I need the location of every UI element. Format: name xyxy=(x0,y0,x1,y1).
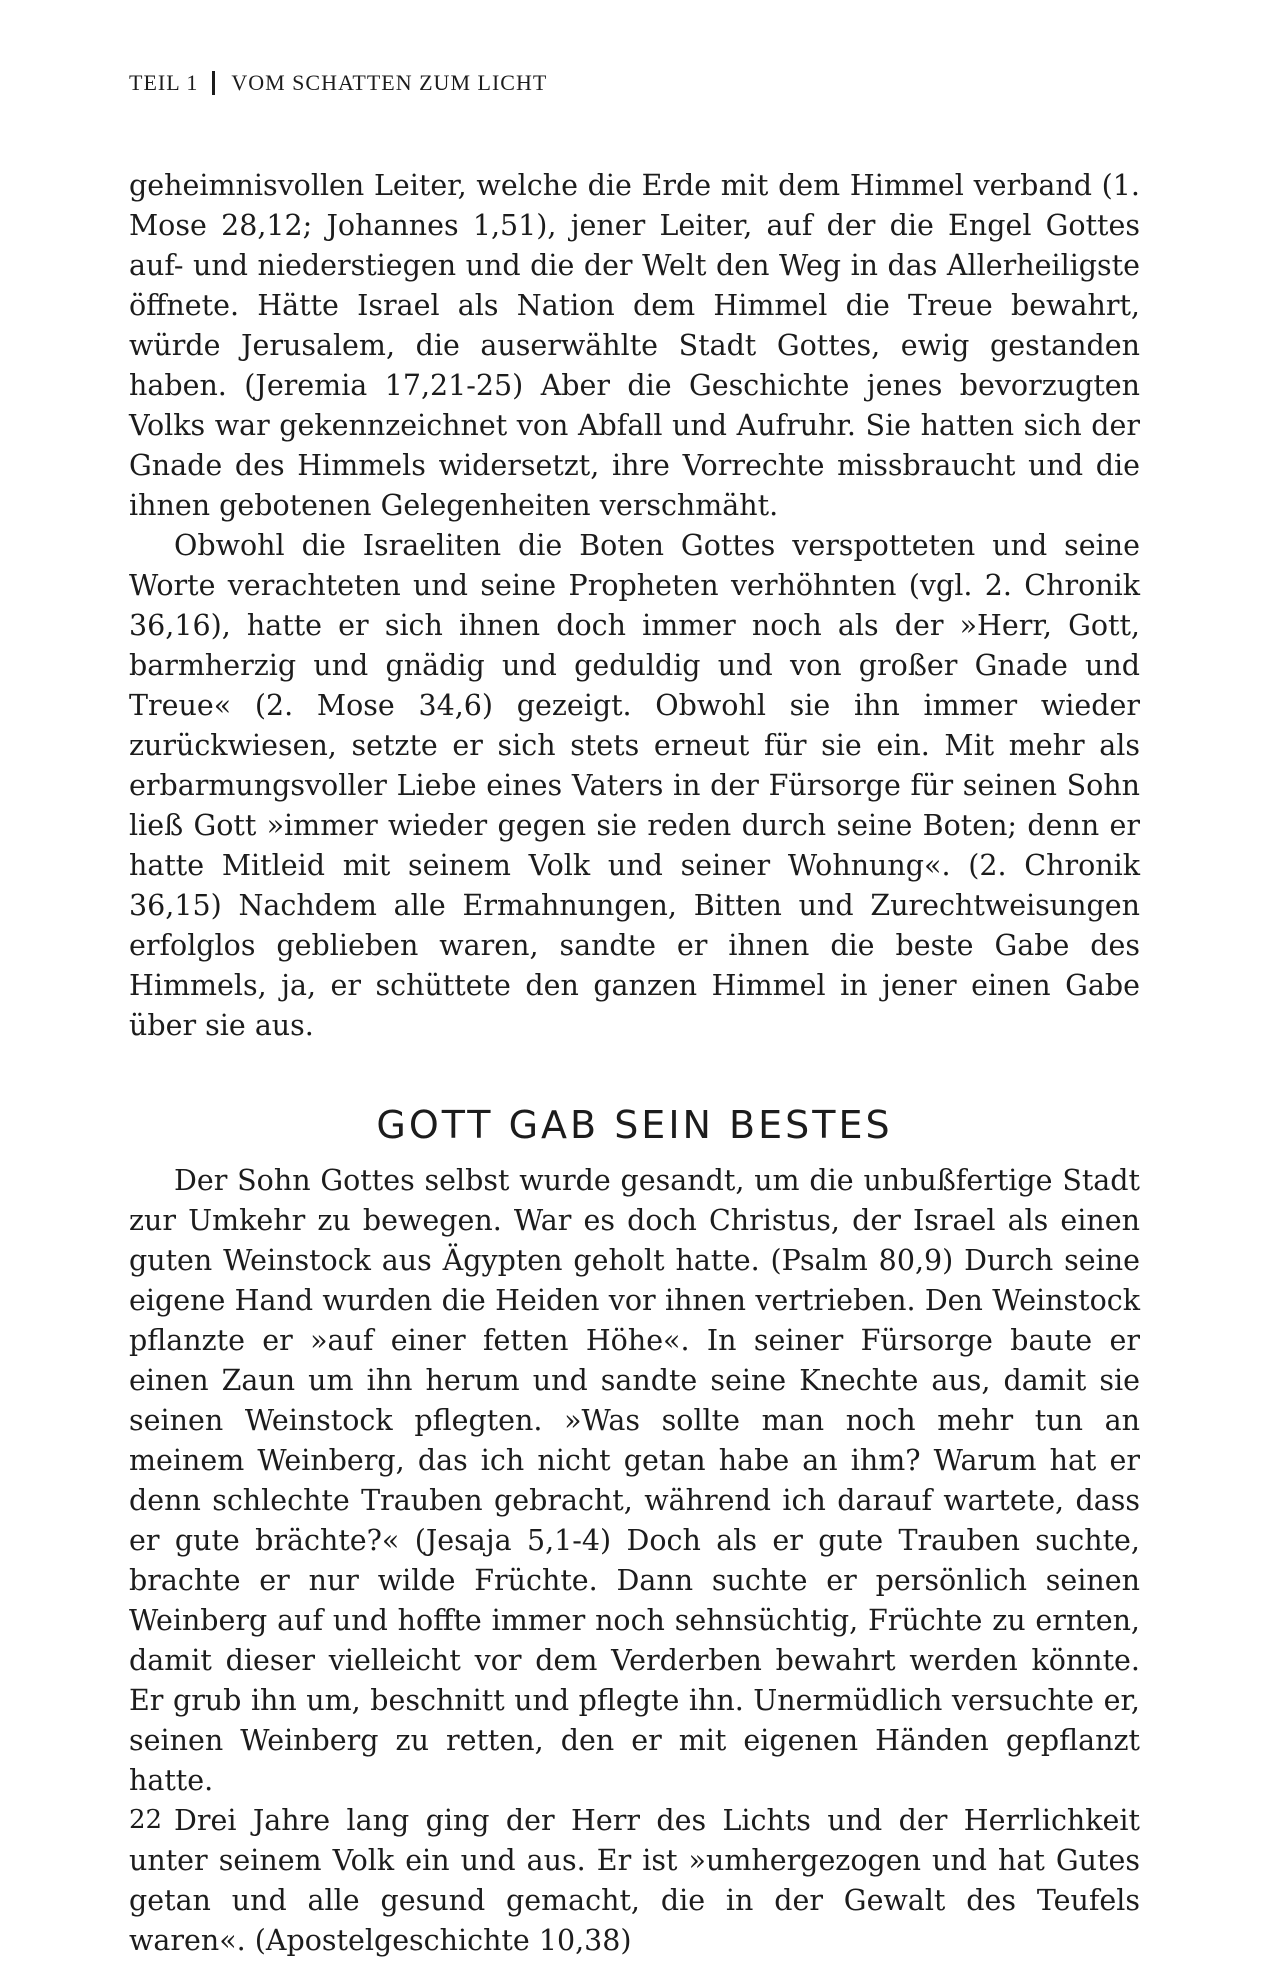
section-heading: GOTT GAB SEIN BESTES xyxy=(376,1103,893,1147)
paragraph: Der Sohn Gottes selbst wurde gesandt, um die unbußfertige Stadt zur Umkehr zu bewegen. War es doch Christus, der Israel als einen guten Weinstock aus Ägypten geholt hatte. (Psalm 80,9) Durch seine eigene Hand wurden die Heiden vor ihnen vertrieben. Den Weinstock pflanzte er »auf einer fetten Höhe«. In seiner Fürsorge baute er einen Zaun um ihn herum und sandte seine Knechte aus, damit sie seinen Weinstock pflegten. »Was sollte man noch mehr tun an meinem Weinberg, das ich nicht getan habe an ihm? Warum hat er denn schlechte Trauben gebracht, während ich darauf wartete, dass er gute brächte?« (Jesaja 5,1-4) Doch als er gute Trauben suchte, brachte er nur wilde Früchte. Dann suchte er persönlich seinen Weinberg auf und hoffte immer noch sehnsüchtig, Früchte zu ernten, damit dieser vielleicht vor dem Verderben bewahrt werden könnte. Er grub ihn um, beschnitt und pflegte ihn. Unermüdlich versuchte er, seinen Weinberg zu retten, den er mit eigenen Händen gepflanzt hatte. xyxy=(129,1164,1140,1797)
running-header xyxy=(129,70,547,96)
page-number: 22 xyxy=(129,1805,163,1835)
header-title: VOM SCHATTEN ZUM LICHT xyxy=(231,70,548,95)
paragraph: Obwohl die Israeliten die Boten Gottes verspotteten und seine Worte verachteten und seine Propheten verhöhnten (vgl. 2. Chronik 36,16), hatte er sich ihnen doch immer noch als der »Herr, Gott, barmherzig und gnädig und geduldig und von großer Gnade und Treue« (2. Mose 34,6) gezeigt. Obwohl sie ihn immer wieder zurückwiesen, setzte er sich stets erneut für sie ein. Mit mehr als erbarmungsvoller Liebe eines Vaters in der Fürsorge für seinen Sohn ließ Gott »immer wieder gegen sie reden durch seine Boten; denn er hatte Mitleid mit seinem Volk und seiner Wohnung«. (2. Chronik 36,15) Nachdem alle Ermahnungen, Bitten und Zurechtweisungen erfolglos geblieben waren, sandte er ihnen die beste Gabe des Himmels, ja, er schüttete den ganzen Himmel in jener einen Gabe über sie aus. xyxy=(129,529,1140,1042)
header-separator xyxy=(212,71,215,95)
body-text xyxy=(129,166,1140,1961)
paragraph: Drei Jahre lang ging der Herr des Lichts und der Herrlichkeit unter seinem Volk ein und aus. Er ist »umhergezogen und hat Gutes getan und alle gesund gemacht, die in der Gewalt des Teufels waren«. (Apostelgeschichte 10,38) xyxy=(129,1804,1140,1957)
header-part: TEIL 1 xyxy=(129,70,199,95)
paragraph-continued: geheimnisvollen Leiter, welche die Erde mit dem Himmel verband (1. Mose 28,12; Johannes 1,51), jener Leiter, auf der die Engel Gottes auf- und niederstiegen und die der Welt den Weg in das Allerheiligste öffnete. Hätte Israel als Nation dem Himmel die Treue bewahrt, würde Jerusalem, die auserwählte Stadt Gottes, ewig gestanden haben. (Jeremia 17,21-25) Aber die Geschichte jenes bevorzugten Volks war gekennzeichnet von Abfall und Aufruhr. Sie hatten sich der Gnade des Himmels widersetzt, ihre Vorrechte missbraucht und die ihnen gebotenen Gelegenheiten verschmäht. xyxy=(129,169,1140,522)
